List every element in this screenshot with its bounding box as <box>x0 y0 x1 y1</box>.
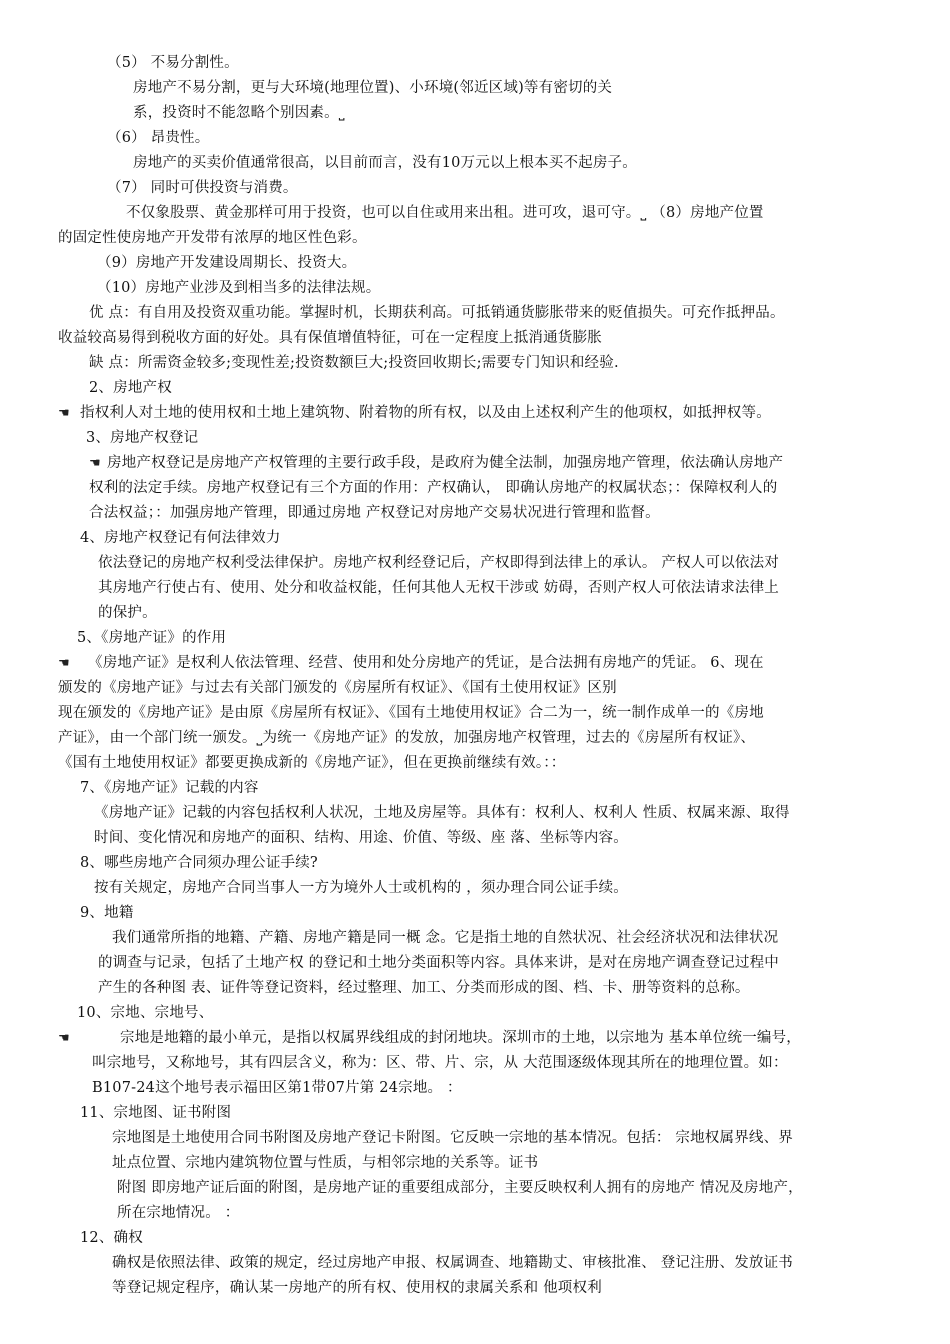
section-12-text-line-2: 等登记规定程序，确认某一房地产的所有权、使用权的隶属关系和 他项权利 <box>112 1280 602 1296</box>
advantages-line-1: 优 点：有自用及投资双重功能。掌握时机，长期获利高。可抵销通货膨胀带来的贬值损失。可充作抵押品。 <box>89 305 785 321</box>
section-10-text-row <box>58 1027 801 1050</box>
section-3-text-line-2: 权利的法定手续。房地产权登记有三个方面的作用：产权确认， 即确认房地产的权属状态；：保障权利人的 <box>89 480 778 496</box>
item-6-text: 房地产的买卖价值通常很高，以目前而言，没有10万元以上根本买不起房子。 <box>133 155 637 171</box>
section-6-text-line-2: 产证》，由一个部门统一颁发。⎵为统一《房地产证》的发放，加强房地产权管理，过去的《房屋所有权证》、 <box>58 730 756 746</box>
item-9-heading: （9）房地产开发建设周期长、投资大。 <box>97 255 357 271</box>
item-8-text: 的固定性使房地产开发带有浓厚的地区性色彩。 <box>58 230 367 246</box>
item-10-heading: （10）房地产业涉及到相当多的法律法规。 <box>97 280 381 296</box>
section-9-text-line-1: 我们通常所指的地籍、产籍、房地产籍是同一概 念。它是指土地的自然状况、社会经济状况和法律状况 <box>112 930 779 946</box>
section-2-text: 指权利人对土地的使用权和土地上建筑物、附着物的所有权，以及由上述权利产生的他项权，如抵押权等。 <box>80 405 771 421</box>
item-7-heading: （7） 同时可供投资与消费。 <box>107 180 298 196</box>
section-12-heading: 12、确权 <box>80 1230 143 1246</box>
section-11-text-line-2: 址点位置、宗地内建筑物位置与性质，与相邻宗地的关系等。证书 <box>112 1155 539 1171</box>
item-5-text-line-1: 房地产不易分割，更与大环境(地理位置)、小环境(邻近区域)等有密切的关 <box>133 80 613 96</box>
section-3-heading: 3、房地产权登记 <box>86 430 199 446</box>
item-7-text: 不仅象股票、黄金那样可用于投资，也可以自住或用来出租。进可攻，退可守。⎵ （8）房地产位置 <box>126 205 764 221</box>
section-9-heading: 9、地籍 <box>80 905 134 921</box>
section-11-text-line-4: 所在宗地情况。 ： <box>117 1205 240 1221</box>
section-6-heading: 颁发的《房地产证》与过去有关部门颁发的《房屋所有权证》、《国有土使用权证》区别 <box>58 680 617 696</box>
section-10-text-line-3: B107-24这个地号表示福田区第1带07片第 24宗地。 ： <box>92 1080 462 1096</box>
hand-pointer-icon: ☚ <box>58 1031 70 1046</box>
section-4-text-line-3: 的保护。 <box>98 605 157 621</box>
hand-pointer-icon: ☚ <box>58 656 70 671</box>
section-12-text-line-1: 确权是依照法律、政策的规定，经过房地产申报、权属调查、地籍勘丈、审核批准、 登记注册、发放证书 <box>112 1255 794 1271</box>
section-5-text: 《房地产证》是权利人依法管理、经营、使用和处分房地产的凭证，是合法拥有房地产的凭证。 6、现在 <box>88 655 764 671</box>
section-6-text-line-1: 现在颁发的《房地产证》是由原《房屋所有权证》、《国有土地使用权证》合二为一，统一制作成单一的《房地 <box>58 705 764 721</box>
section-11-heading: 11、宗地图、证书附图 <box>80 1105 232 1121</box>
section-11-text-line-1: 宗地图是土地使用合同书附图及房地产登记卡附图。它反映一宗地的基本情况。包括： 宗地权属界线、界 <box>112 1130 794 1146</box>
item-6-heading: （6） 昂贵性。 <box>107 130 210 146</box>
section-3-text-row <box>89 452 783 475</box>
section-2-text-row <box>58 402 771 425</box>
section-10-heading: 10、宗地、宗地号、 <box>77 1005 214 1021</box>
section-4-heading: 4、房地产权登记有何法律效力 <box>80 530 281 546</box>
section-4-text-line-1: 依法登记的房地产权利受法律保护。房地产权利经登记后，产权即得到法律上的承认。 产权人可以依法对 <box>98 555 780 571</box>
section-8-heading: 8、哪些房地产合同须办理公证手续? <box>80 855 318 871</box>
section-7-text-line-1: 《房地产证》记载的内容包括权利人状况，土地及房屋等。具体有：权利人、权利人 性质、权属来源、取得 <box>94 805 790 821</box>
hand-pointer-icon: ☚ <box>89 456 101 471</box>
section-5-text-row <box>58 652 764 675</box>
item-5-heading: （5） 不易分割性。 <box>107 55 239 71</box>
section-8-text: 按有关规定，房地产合同当事人一方为境外人士或机构的 ，须办理合同公证手续。 <box>94 880 629 896</box>
disadvantages-line: 缺 点：所需资金较多;变现性差;投资数额巨大;投资回收期长;需要专门知识和经验. <box>89 355 619 371</box>
section-9-text-line-3: 产生的各种图 表、证件等登记资料，经过整理、加工、分类而形成的图、档、卡、册等资料的总称。 <box>98 980 750 996</box>
section-3-text-line-3: 合法权益；：加强房地产管理，即通过房地 产权登记对房地产交易状况进行管理和监督。 <box>89 505 660 521</box>
section-9-text-line-2: 的调查与记录，包括了土地产权 的登记和土地分类面积等内容。具体来讲，是对在房地产调查登记过程中 <box>98 955 780 971</box>
advantages-line-2: 收益较高易得到税收方面的好处。具有保值增值特征，可在一定程度上抵消通货膨胀 <box>58 330 602 346</box>
item-5-text-line-2: 系，投资时不能忽略个别因素。⎵ <box>133 105 345 121</box>
section-3-text-line-1: 房地产权登记是房地产产权管理的主要行政手段，是政府为健全法制，加强房地产管理，依法确认房地产 <box>107 455 784 471</box>
section-4-text-line-2: 其房地产行使占有、使用、处分和收益权能，任何其他人无权干涉或 妨碍，否则产权人可依法请求法律上 <box>98 580 780 596</box>
section-5-heading: 5、《房地产证》的作用 <box>77 630 227 646</box>
section-10-text-line-2: 叫宗地号，又称地号，其有四层含义，称为：区、带、片、宗，从 大范围逐级体现其所在的地理位置。如： <box>92 1055 788 1071</box>
section-7-heading: 7、《房地产证》记载的内容 <box>80 780 259 796</box>
section-10-text-line-1: 宗地是地籍的最小单元，是指以权属界线组成的封闭地块。深圳市的土地，以宗地为 基本单位统一编号， <box>120 1030 802 1046</box>
hand-pointer-icon: ☚ <box>58 406 70 421</box>
section-7-text-line-2: 时间、变化情况和房地产的面积、结构、用途、价值、等级、座 落、坐标等内容。 <box>94 830 629 846</box>
section-6-text-line-3: 《国有土地使用权证》都要更换成新的《房地产证》，但在更换前继续有效。：： <box>58 755 566 771</box>
section-2-heading: 2、房地产权 <box>89 380 172 396</box>
section-11-text-line-3: 附图 即房地产证后面的附图，是房地产证的重要组成部分，主要反映权利人拥有的房地产 情况及房地产， <box>117 1180 803 1196</box>
